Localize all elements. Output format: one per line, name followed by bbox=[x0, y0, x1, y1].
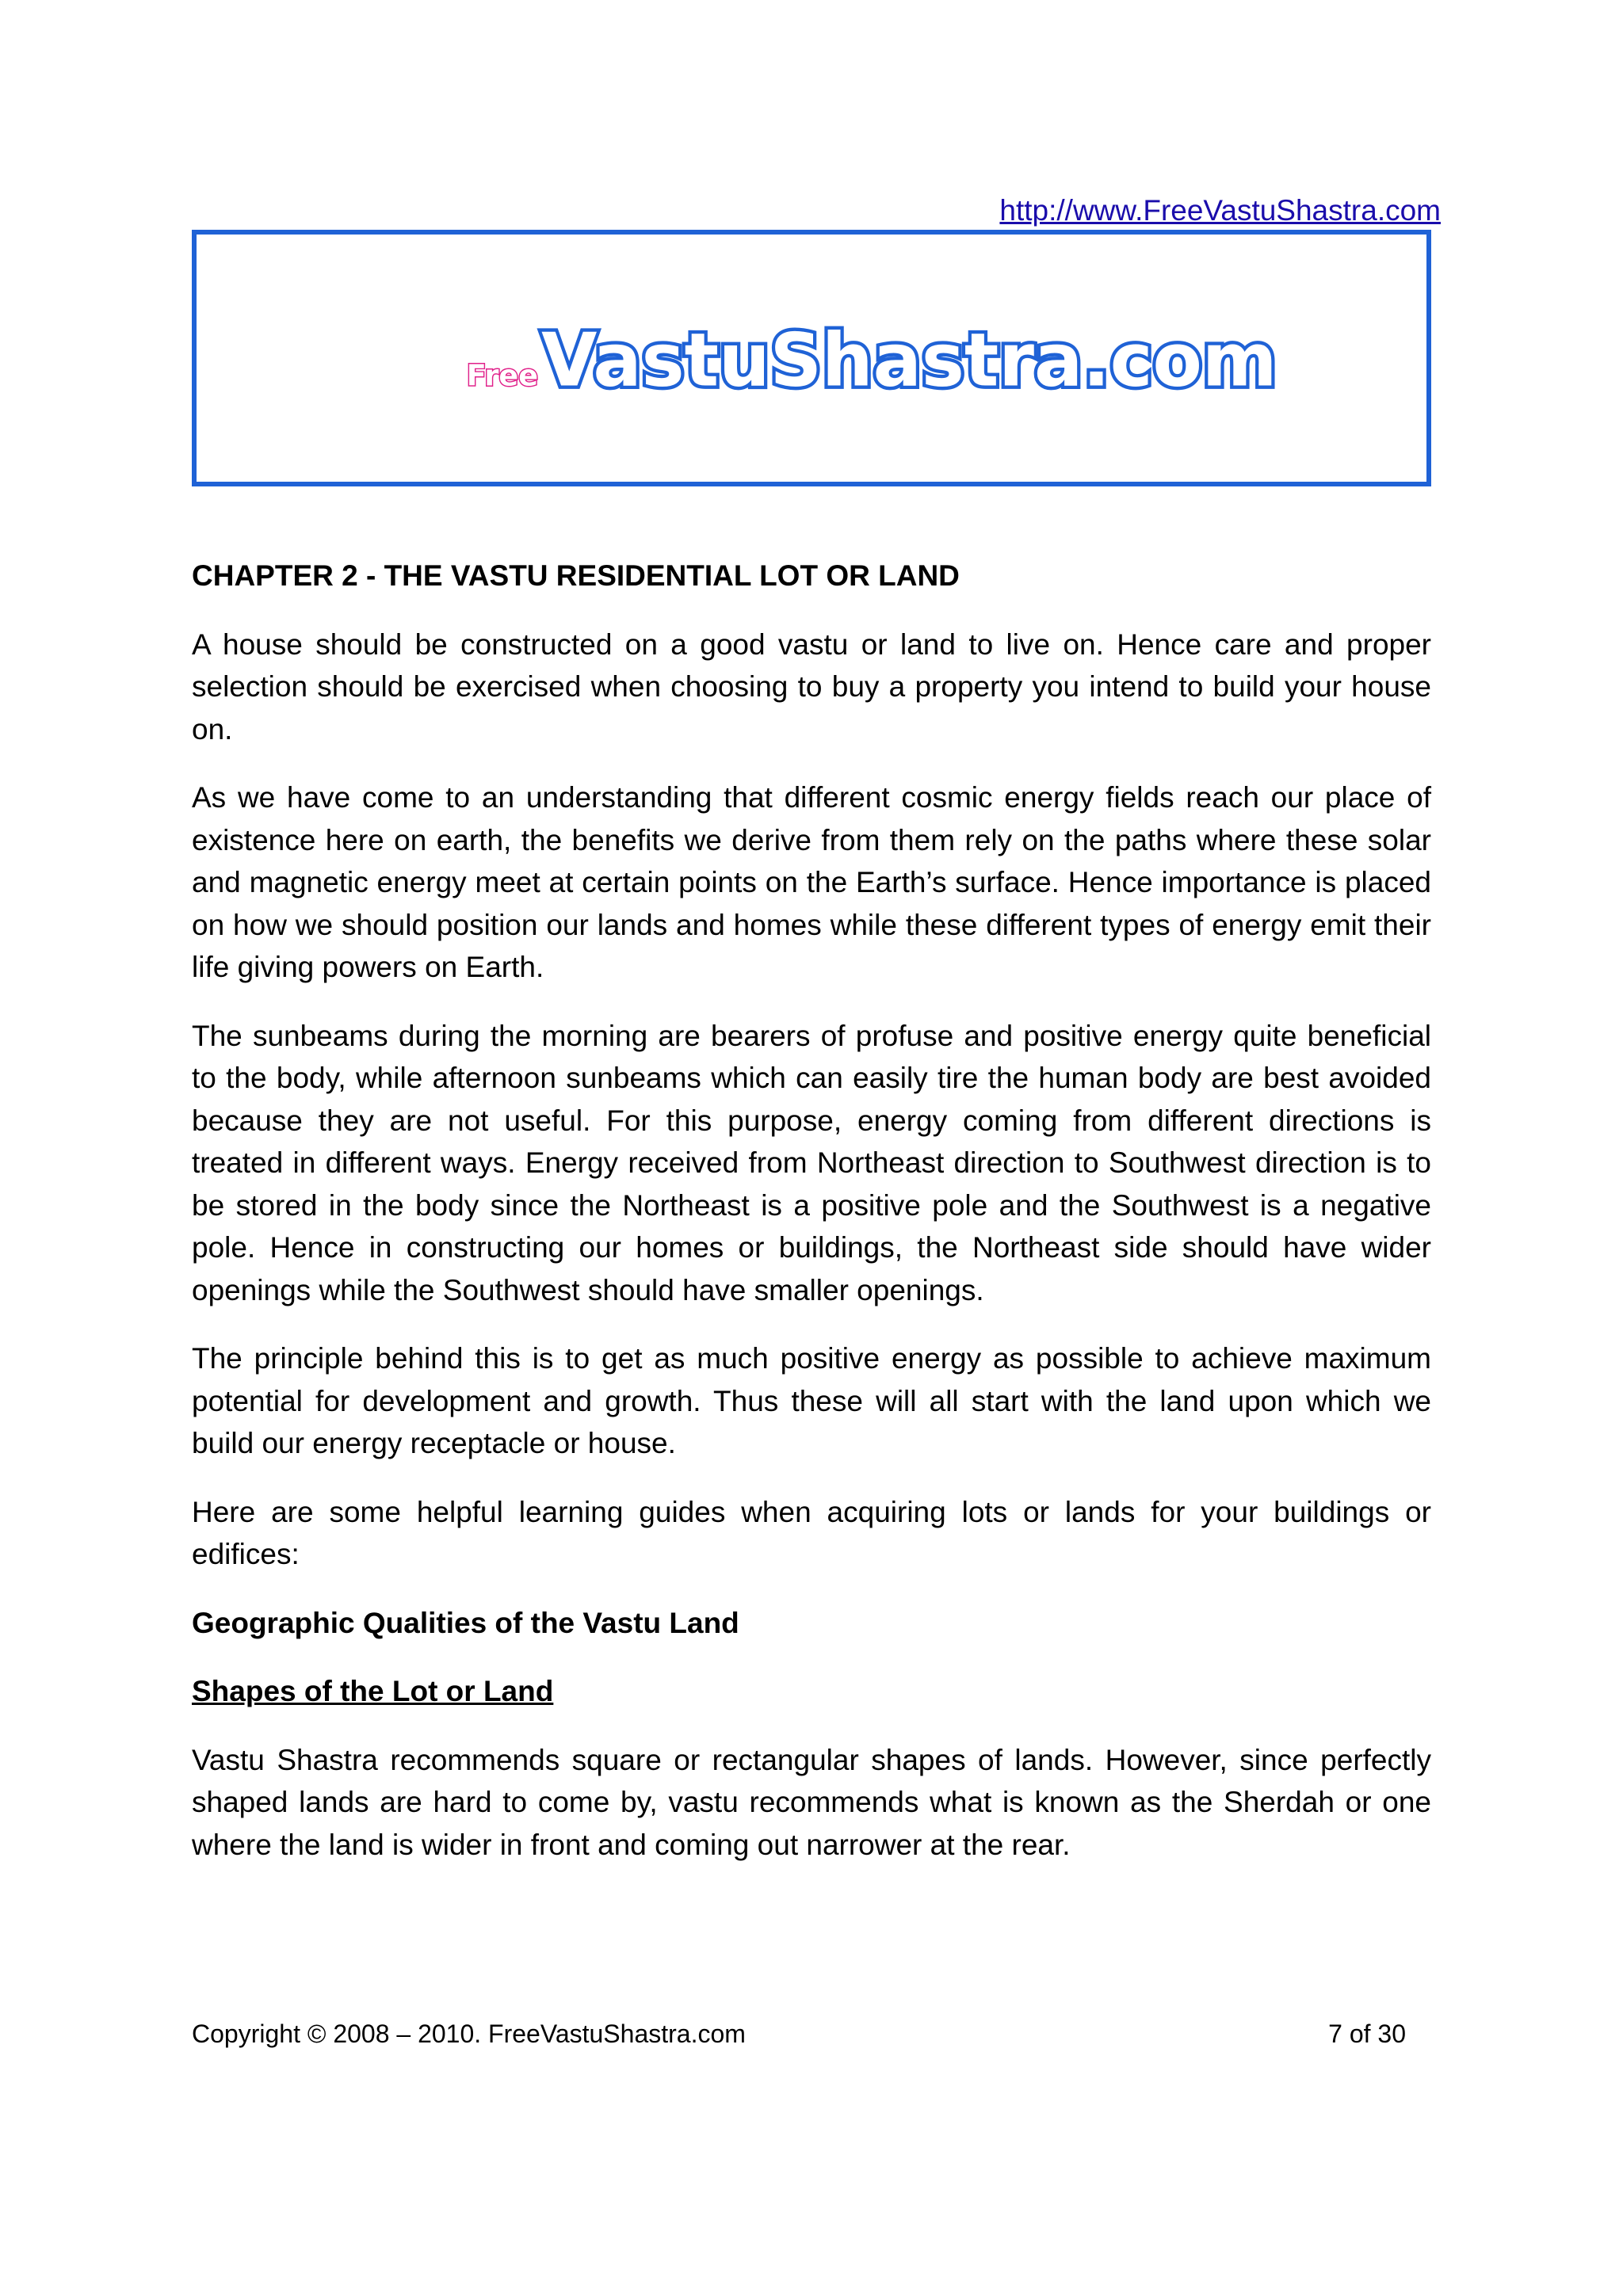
section-subheading: Shapes of the Lot or Land bbox=[192, 1675, 554, 1707]
paragraph-1: A house should be constructed on a good vastu or land to live on. Hence care and proper selection should be exercised when choosing to buy a property you intend to build your house on. bbox=[192, 627, 1431, 746]
section-paragraph: Vastu Shastra recommends square or rectangular shapes of lands. However, since perfectly shaped lands are hard to come by, vastu recommends what is known as the Sherdah or one where the land is wider in front and coming out narrower at the rear. bbox=[192, 1743, 1431, 1861]
footer-copyright: Copyright © 2008 – 2010. FreeVastuShastra.com bbox=[192, 2019, 746, 2048]
paragraph-2: As we have come to an understanding that different cosmic energy fields reach our place of existence here on earth, the benefits we derive from them rely on the paths where these solar and magnetic energy meet at certain points on the Earth’s surface. Hence importance is placed on how we should position our lands and homes while these different types of energy emit their life giving powers on Earth. bbox=[192, 781, 1431, 983]
header-url-link[interactable]: http://www.FreeVastuShastra.com bbox=[999, 194, 1441, 227]
site-logo bbox=[197, 235, 1426, 482]
paragraph-4: The principle behind this is to get as much positive energy as possible to achieve maximum potential for development and growth. Thus these will all start with the land upon which we build our energy receptacle or house. bbox=[192, 1342, 1431, 1459]
document-body bbox=[192, 555, 1431, 1892]
logo-name: VastuShastra.com bbox=[541, 317, 1277, 403]
logo-banner bbox=[192, 230, 1431, 486]
footer-page-number: 7 of 30 bbox=[1328, 2019, 1406, 2048]
paragraph-5: Here are some helpful learning guides when acquiring lots or lands for your buildings or edifices: bbox=[192, 1495, 1431, 1570]
chapter-title: CHAPTER 2 - THE VASTU RESIDENTIAL LOT OR LAND bbox=[192, 559, 960, 592]
logo-prefix: Free bbox=[466, 358, 539, 393]
paragraph-3: The sunbeams during the morning are bearers of profuse and positive energy quite beneficial to the body, while afternoon sunbeams which can easily tire the human body are best avoided because they are not useful. For this purpose, energy coming from different directions is treated in different ways. Energy received from Northeast direction to Southwest direction is to be stored in the body since the Northeast is a positive pole and the Southwest is a negative pole. Hence in constructing our homes or buildings, the Northeast side should have wider openings while the Southwest should have smaller openings. bbox=[192, 1019, 1431, 1306]
section-heading: Geographic Qualities of the Vastu Land bbox=[192, 1606, 739, 1639]
